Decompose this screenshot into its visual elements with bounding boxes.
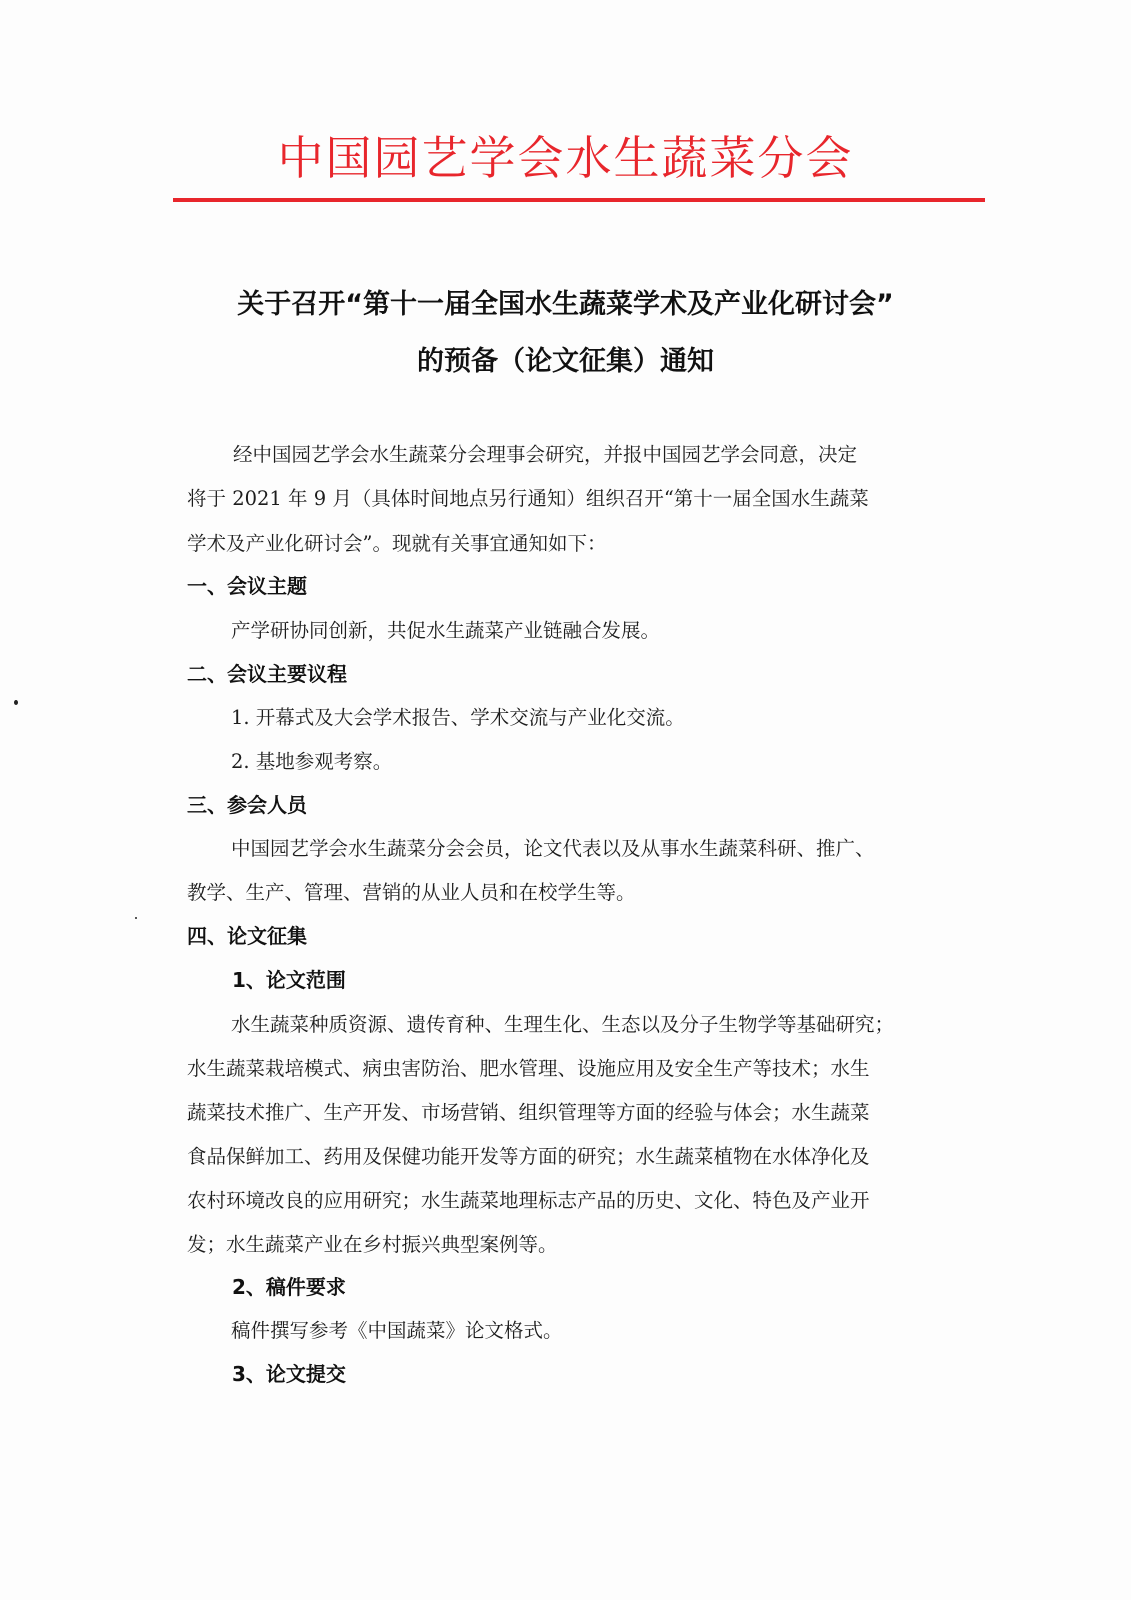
section-4-sub-1-line-1: 水生蔬菜种质资源、遗传育种、生理生化、生态以及分子生物学等基础研究； [231,1013,895,1036]
section-3-line-2: 教学、生产、管理、营销的从业人员和在校学生等。 [187,881,636,904]
section-4-sub-2-text: 稿件撰写参考《中国蔬菜》论文格式。 [231,1319,563,1342]
intro-line-2: 将于 2021 年 9 月（具体时间地点另行通知）组织召开“第十一届全国水生蔬菜 [187,487,869,510]
scan-speck [135,917,137,919]
section-3-line-1: 中国园艺学会水生蔬菜分会会员，论文代表以及从事水生蔬菜科研、推广、 [231,837,875,860]
section-2-item-1: 1. 开幕式及大会学术报告、学术交流与产业化交流。 [231,706,685,729]
section-2-item-2: 2. 基地参观考察。 [231,750,393,773]
section-2-heading: 二、会议主要议程 [187,662,347,686]
section-3-heading: 三、参会人员 [187,793,307,817]
section-1-heading: 一、会议主题 [187,574,307,598]
intro-line-3: 学术及产业化研讨会”。现就有关事宜通知如下： [187,532,607,555]
section-4-sub-1-heading: 1、论文范围 [232,968,346,992]
section-4-sub-1-line-3: 蔬菜技术推广、生产开发、市场营销、组织管理等方面的经验与体会；水生蔬菜 [187,1101,870,1124]
intro-line-1: 经中国园艺学会水生蔬菜分会理事会研究，并报中国园艺学会同意，决定 [233,443,858,466]
section-4-sub-1-line-4: 食品保鲜加工、药用及保健功能开发等方面的研究；水生蔬菜植物在水体净化及 [187,1145,870,1168]
section-4-sub-1-line-2: 水生蔬菜栽培模式、病虫害防治、肥水管理、设施应用及安全生产等技术；水生 [187,1057,870,1080]
section-4-sub-3-heading: 3、论文提交 [232,1362,346,1386]
scan-speck [14,700,18,705]
section-1-text: 产学研协同创新，共促水生蔬菜产业链融合发展。 [231,619,661,642]
letterhead-red-rule [173,198,985,202]
document-title-line-2: 的预备（论文征集）通知 [417,346,714,377]
section-4-sub-1-line-5: 农村环境改良的应用研究；水生蔬菜地理标志产品的历史、文化、特色及产业开 [187,1189,870,1212]
document-title-line-1: 关于召开“第十一届全国水生蔬菜学术及产业化研讨会” [237,289,894,320]
section-4-sub-2-heading: 2、稿件要求 [232,1275,346,1299]
section-4-sub-1-line-6: 发；水生蔬菜产业在乡村振兴典型案例等。 [187,1233,558,1256]
section-4-heading: 四、论文征集 [187,924,307,948]
letterhead-org-name: 中国园艺学会水生蔬菜分会 [277,131,854,185]
